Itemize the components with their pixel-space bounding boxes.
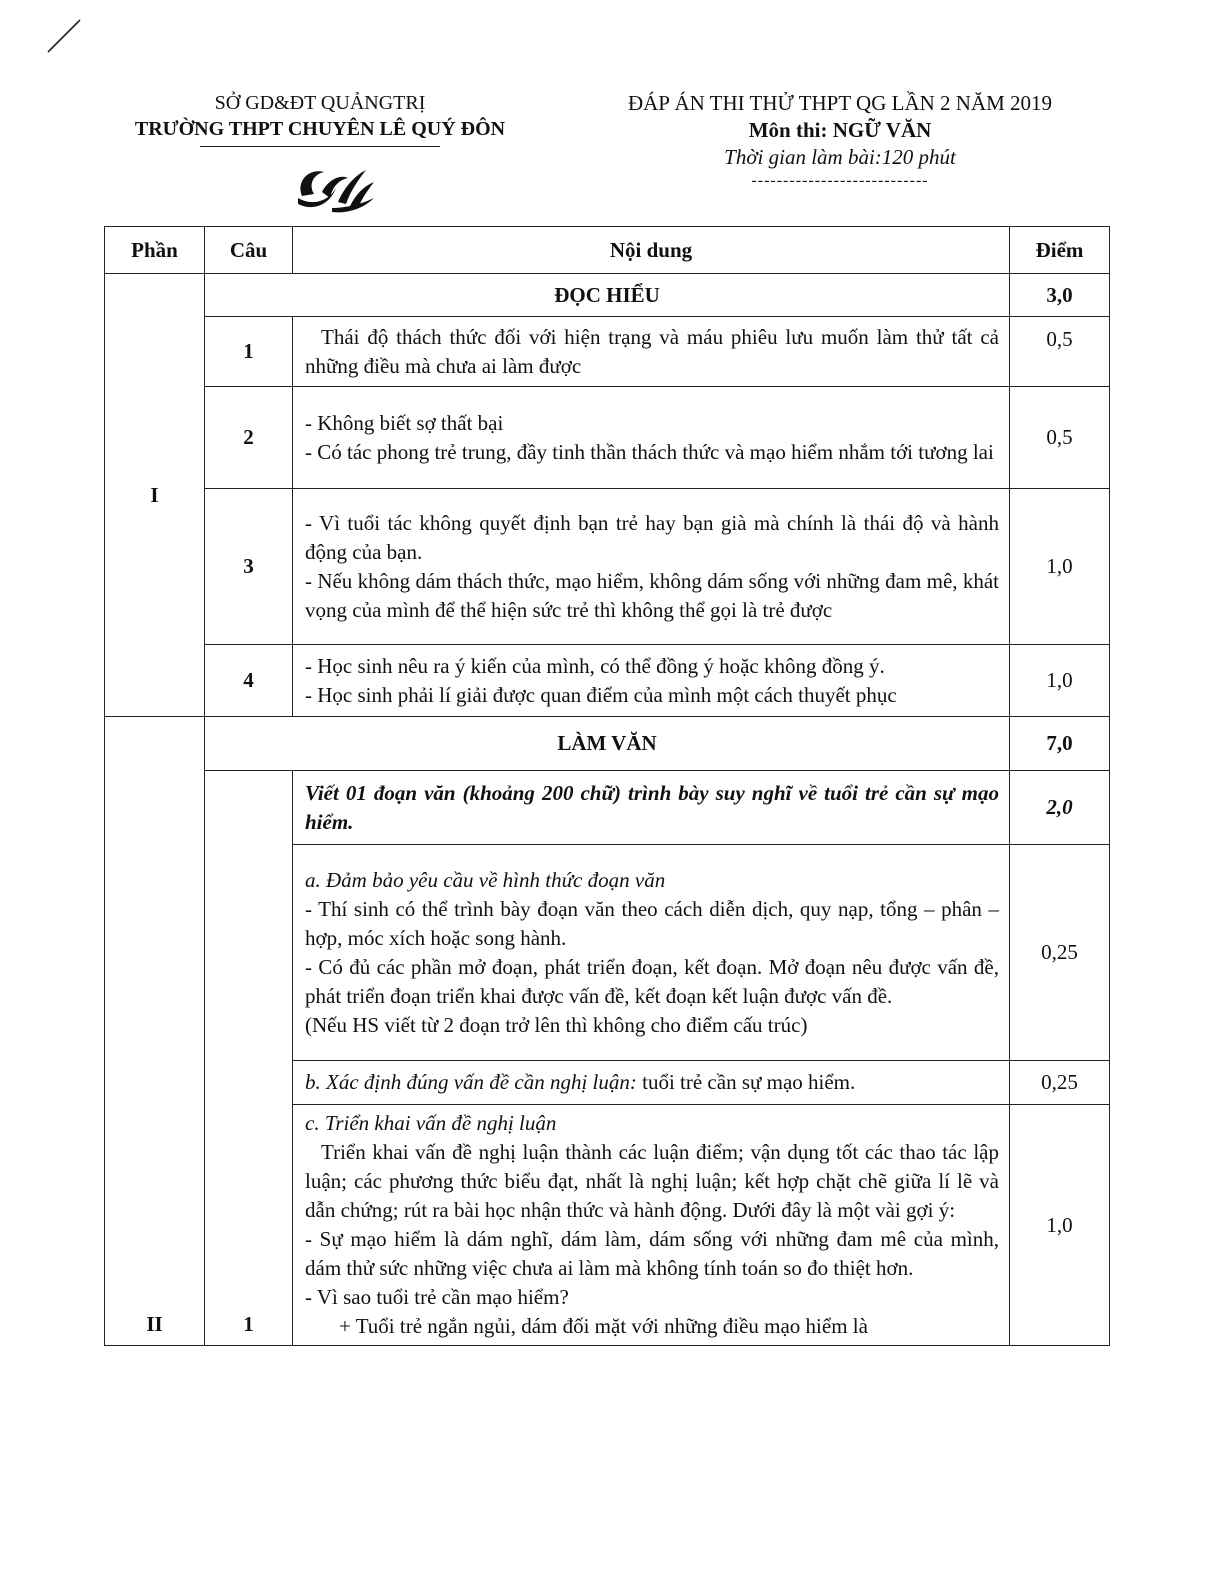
- section2-score: 7,0: [1010, 717, 1110, 771]
- criterion-b-score: 0,25: [1010, 1061, 1110, 1105]
- answer-score: 1,0: [1010, 645, 1110, 717]
- answer-score: 0,5: [1010, 387, 1110, 489]
- section1-part: I: [105, 274, 205, 717]
- criterion-line: - Sự mạo hiểm là dám nghĩ, dám làm, dám sống với những đam mê của mình, dám thử sức những việc chưa ai làm mà không tính toán so đo thiệt hơn.: [305, 1227, 999, 1280]
- school-logo-icon: [292, 158, 378, 216]
- school-header: [110, 90, 530, 147]
- answer-line: - Học sinh nêu ra ý kiến của mình, có thể đồng ý hoặc không đồng ý.: [305, 653, 885, 678]
- header-score: Điểm: [1010, 227, 1110, 274]
- answer-content: [293, 489, 1010, 645]
- section2-part: II: [105, 717, 205, 1346]
- table-row: [105, 317, 1110, 387]
- answer-table: [104, 226, 1110, 1346]
- answer-content: [293, 645, 1010, 717]
- question-number: 1: [205, 317, 293, 387]
- criterion-c-score: 1,0: [1010, 1105, 1110, 1346]
- table-row: [105, 489, 1110, 645]
- criterion-a-score: 0,25: [1010, 845, 1110, 1061]
- table-row: [105, 387, 1110, 489]
- answer-score: 0,5: [1010, 317, 1110, 387]
- exam-header: [580, 90, 1100, 191]
- section2-title: LÀM VĂN: [205, 717, 1010, 771]
- criterion-subline: + Tuổi trẻ ngắn ngủi, dám đối mặt với những điều mạo hiểm là: [339, 1314, 868, 1338]
- answer-line: - Vì tuổi tác không quyết định bạn trẻ hay bạn già mà chính là thái độ và hành động của bạn.: [305, 510, 999, 564]
- header-divider: ----------------------------: [751, 172, 929, 189]
- table-header-row: [105, 227, 1110, 274]
- answer-line: - Có tác phong trẻ trung, đầy tinh thần thách thức và mạo hiểm nhắm tới tương lai: [305, 439, 994, 464]
- answer-content: [293, 317, 1010, 387]
- section1-score: 3,0: [1010, 274, 1110, 317]
- criterion-c-intro: Triển khai vấn đề nghị luận thành các luận điểm; vận dụng tốt các thao tác lập luận; các phương thức biểu đạt, nhất là nghị luận; kết hợp chặt chẽ giữa lí lẽ và dẫn chứng; rút ra bài học nhận thức và hành động. Dưới đây là một vài gợi ý:: [305, 1140, 999, 1222]
- section2-title-row: [105, 717, 1110, 771]
- criterion-b: [293, 1061, 1010, 1105]
- section1-title: ĐỌC HIỂU: [205, 274, 1010, 317]
- exam-time: Thời gian làm bài:120 phút: [724, 145, 956, 169]
- department-name: SỞ GD&ĐT QUẢNGTRỊ: [214, 92, 426, 114]
- question-number: 4: [205, 645, 293, 717]
- header-content: Nội dung: [293, 227, 1010, 274]
- school-name: TRƯỜNG THPT CHUYÊN LÊ QUÝ ĐÔN: [134, 118, 506, 140]
- header-part: Phần: [105, 227, 205, 274]
- section1-title-row: [105, 274, 1110, 317]
- table-row: [105, 645, 1110, 717]
- table-row: [105, 771, 1110, 845]
- exam-title: ĐÁP ÁN THI THỬ THPT QG LẦN 2 NĂM 2019: [627, 91, 1053, 115]
- essay-task: Viết 01 đoạn văn (khoảng 200 chữ) trình bày suy nghĩ về tuổi trẻ cần sự mạo hiểm.: [293, 771, 1010, 845]
- criterion-a: [293, 845, 1010, 1061]
- criterion-line: - Thí sinh có thể trình bày đoạn văn theo cách diễn dịch, quy nạp, tổng – phân – hợp, móc xích hoặc song hành.: [305, 896, 999, 950]
- exam-subject: Môn thi: NGỮ VĂN: [748, 118, 932, 142]
- header-question: Câu: [205, 227, 293, 274]
- answer-score: 1,0: [1010, 489, 1110, 645]
- answer-line: - Không biết sợ thất bại: [305, 410, 504, 435]
- criterion-b-text: tuổi trẻ cần sự mạo hiểm.: [636, 1070, 856, 1094]
- criterion-line: - Vì sao tuổi trẻ cần mạo hiểm?: [305, 1285, 569, 1309]
- pen-mark: [44, 16, 84, 56]
- question-number: 2: [205, 387, 293, 489]
- criterion-line: - Có đủ các phần mở đoạn, phát triển đoạn, kết đoạn. Mở đoạn nêu được vấn đề, phát triển đoạn triển khai được vấn đề, kết đoạn kết luận được vấn đề.: [305, 954, 999, 1008]
- answer-content: [293, 387, 1010, 489]
- criterion-c: [293, 1105, 1010, 1346]
- school-underline: [200, 146, 440, 147]
- answer-line: Thái độ thách thức đối với hiện trạng và máu phiêu lưu muốn làm thử tất cả những điều mà chưa ai làm được: [305, 324, 999, 378]
- criterion-c-heading: c. Triển khai vấn đề nghị luận: [305, 1111, 557, 1135]
- criterion-line: (Nếu HS viết từ 2 đoạn trở lên thì không cho điểm cấu trúc): [305, 1012, 808, 1037]
- criterion-a-heading: a. Đảm bảo yêu cầu về hình thức đoạn văn: [305, 867, 666, 892]
- criterion-b-heading: b. Xác định đúng vấn đề cần nghị luận:: [305, 1070, 637, 1094]
- answer-line: - Nếu không dám thách thức, mạo hiểm, không dám sống với những đam mê, khát vọng của mình để thể hiện sức trẻ thì không thể gọi là trẻ được: [305, 568, 999, 622]
- question-number: 3: [205, 489, 293, 645]
- essay-task-score: 2,0: [1010, 771, 1110, 845]
- question-number: 1: [205, 771, 293, 1346]
- answer-line: - Học sinh phải lí giải được quan điểm của mình một cách thuyết phục: [305, 682, 897, 707]
